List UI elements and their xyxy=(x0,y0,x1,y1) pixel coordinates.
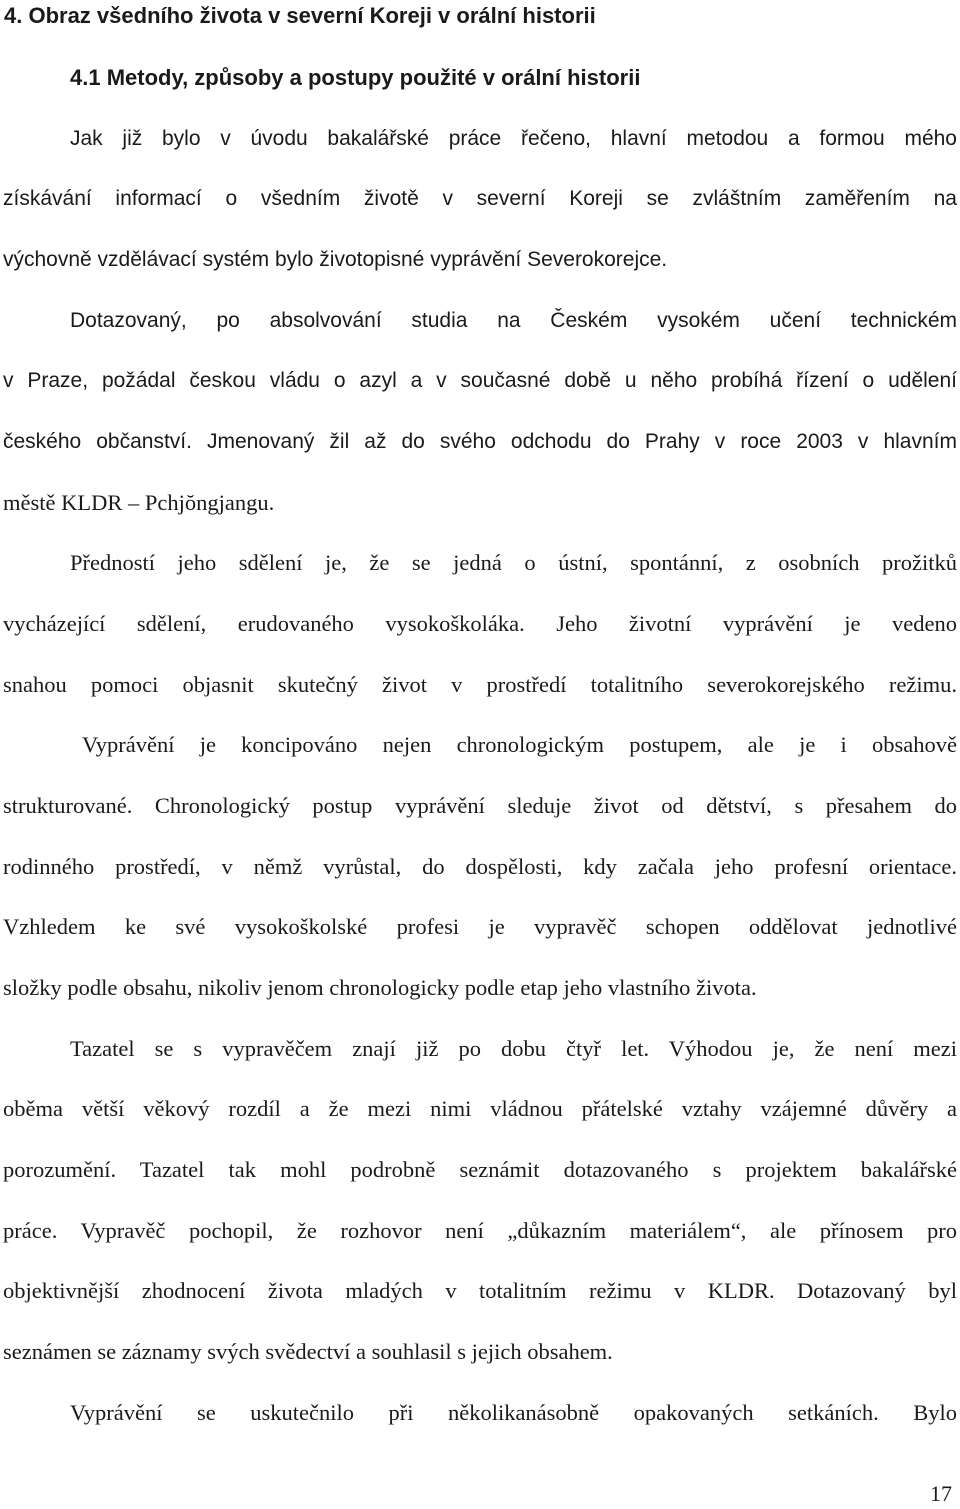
paragraph-line: vycházející sdělení, erudovaného vysokoškoláka. Jeho životní vyprávění je vedeno xyxy=(3,611,957,636)
page-number: 17 xyxy=(930,1481,952,1506)
paragraph-line: Dotazovaný, po absolvování studia na Českém vysokém učení technickém xyxy=(70,309,957,332)
paragraph-line: porozumění. Tazatel tak mohl podrobně seznámit dotazovaného s projektem bakalářské xyxy=(3,1157,957,1182)
paragraph-line: rodinného prostředí, v němž vyrůstal, do dospělosti, kdy začala jeho profesní orientace. xyxy=(3,854,957,879)
paragraph-line: získávání informací o všedním životě v severní Koreji se zvláštním zaměřením na xyxy=(3,187,957,210)
paragraph-line: Vyprávění je koncipováno nejen chronologickým postupem, ale je i obsahově xyxy=(82,732,957,757)
paragraph-line: objektivnější zhodnocení života mladých v totalitním režimu v KLDR. Dotazovaný byl xyxy=(3,1278,957,1303)
paragraph-line: Tazatel se s vypravěčem znají již po dobu čtyř let. Výhodou je, že není mezi xyxy=(70,1036,957,1061)
paragraph-line: Vzhledem ke své vysokoškolské profesi je vypravěč schopen oddělovat jednotlivé xyxy=(3,914,957,939)
paragraph-line: Předností jeho sdělení je, že se jedná o ústní, spontánní, z osobních prožitků xyxy=(70,550,957,575)
paragraph-line: českého občanství. Jmenovaný žil až do svého odchodu do Prahy v roce 2003 v hlavním xyxy=(3,430,957,453)
paragraph-line: práce. Vypravěč pochopil, že rozhovor není „důkazním materiálem“, ale přínosem pro xyxy=(3,1218,957,1243)
section-heading: 4.1 Metody, způsoby a postupy použité v orální historii xyxy=(70,65,641,90)
paragraph-line: seznámen se záznamy svých svědectví a souhlasil s jejich obsahem. xyxy=(3,1339,613,1364)
paragraph-line: složky podle obsahu, nikoliv jenom chronologicky podle etap jeho vlastního života. xyxy=(3,975,757,1000)
paragraph-line: v Praze, požádal českou vládu o azyl a v současné době u něho probíhá řízení o udělení xyxy=(3,369,957,392)
chapter-heading: 4. Obraz všedního života v severní Koreji v orální historii xyxy=(4,3,596,28)
paragraph-line: Jak již bylo v úvodu bakalářské práce řečeno, hlavní metodou a formou mého xyxy=(70,127,957,150)
paragraph-line: snahou pomoci objasnit skutečný život v prostředí totalitního severokorejského režimu. xyxy=(3,672,957,697)
paragraph-line: oběma větší věkový rozdíl a že mezi nimi vládnou přátelské vztahy vzájemné důvěry a xyxy=(3,1096,957,1121)
paragraph-line: výchovně vzdělávací systém bylo životopisné vyprávění Severokorejce. xyxy=(3,248,668,271)
paragraph-line: městě KLDR – Pchjŏngjangu. xyxy=(3,490,275,515)
paragraph-line: Vyprávění se uskutečnilo při několikanásobně opakovaných setkáních. Bylo xyxy=(70,1400,957,1425)
paragraph-line: strukturované. Chronologický postup vyprávění sleduje život od dětství, s přesahem do xyxy=(3,793,957,818)
